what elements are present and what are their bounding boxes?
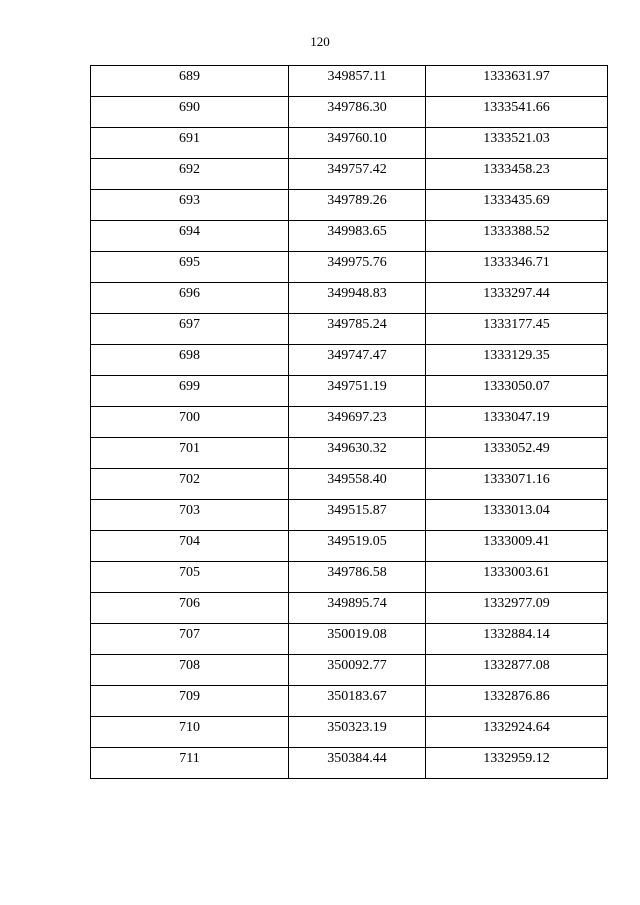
table-row	[91, 500, 608, 531]
x-coordinate-cell: 349895.74	[289, 593, 426, 624]
table-row	[91, 717, 608, 748]
point-id-cell: 694	[91, 221, 289, 252]
y-coordinate-cell: 1333050.07	[426, 376, 608, 407]
y-coordinate-cell: 1332884.14	[426, 624, 608, 655]
x-coordinate-cell: 349786.58	[289, 562, 426, 593]
point-id-cell: 690	[91, 97, 289, 128]
point-id-cell: 699	[91, 376, 289, 407]
x-coordinate-cell: 350092.77	[289, 655, 426, 686]
y-coordinate-cell: 1333541.66	[426, 97, 608, 128]
point-id-cell: 707	[91, 624, 289, 655]
y-coordinate-cell: 1333435.69	[426, 190, 608, 221]
x-coordinate-cell: 349857.11	[289, 66, 426, 97]
point-id-cell: 701	[91, 438, 289, 469]
table-row	[91, 748, 608, 779]
x-coordinate-cell: 349760.10	[289, 128, 426, 159]
x-coordinate-cell: 349789.26	[289, 190, 426, 221]
x-coordinate-cell: 349630.32	[289, 438, 426, 469]
y-coordinate-cell: 1332877.08	[426, 655, 608, 686]
point-id-cell: 692	[91, 159, 289, 190]
x-coordinate-cell: 349515.87	[289, 500, 426, 531]
y-coordinate-cell: 1333177.45	[426, 314, 608, 345]
table-row	[91, 345, 608, 376]
y-coordinate-cell: 1332977.09	[426, 593, 608, 624]
point-id-cell: 693	[91, 190, 289, 221]
point-id-cell: 689	[91, 66, 289, 97]
table-row	[91, 438, 608, 469]
point-id-cell: 695	[91, 252, 289, 283]
point-id-cell: 700	[91, 407, 289, 438]
point-id-cell: 710	[91, 717, 289, 748]
table-row	[91, 66, 608, 97]
y-coordinate-cell: 1333297.44	[426, 283, 608, 314]
x-coordinate-cell: 349785.24	[289, 314, 426, 345]
point-id-cell: 697	[91, 314, 289, 345]
x-coordinate-cell: 349975.76	[289, 252, 426, 283]
point-id-cell: 704	[91, 531, 289, 562]
point-id-cell: 702	[91, 469, 289, 500]
x-coordinate-cell: 349948.83	[289, 283, 426, 314]
point-id-cell: 708	[91, 655, 289, 686]
y-coordinate-cell: 1333631.97	[426, 66, 608, 97]
y-coordinate-cell: 1333013.04	[426, 500, 608, 531]
y-coordinate-cell: 1332959.12	[426, 748, 608, 779]
y-coordinate-cell: 1333129.35	[426, 345, 608, 376]
point-id-cell: 705	[91, 562, 289, 593]
table-row	[91, 221, 608, 252]
y-coordinate-cell: 1332876.86	[426, 686, 608, 717]
point-id-cell: 703	[91, 500, 289, 531]
point-id-cell: 698	[91, 345, 289, 376]
page-number: 120	[310, 34, 330, 49]
x-coordinate-cell: 349786.30	[289, 97, 426, 128]
x-coordinate-cell: 349558.40	[289, 469, 426, 500]
table-row	[91, 97, 608, 128]
table-row	[91, 562, 608, 593]
table-row	[91, 283, 608, 314]
x-coordinate-cell: 349757.42	[289, 159, 426, 190]
table-row	[91, 531, 608, 562]
y-coordinate-cell: 1333003.61	[426, 562, 608, 593]
x-coordinate-cell: 349751.19	[289, 376, 426, 407]
table-body	[91, 66, 608, 779]
table-row	[91, 128, 608, 159]
table-row	[91, 407, 608, 438]
table-row	[91, 314, 608, 345]
point-id-cell: 709	[91, 686, 289, 717]
table-row	[91, 593, 608, 624]
x-coordinate-cell: 350384.44	[289, 748, 426, 779]
table-row	[91, 190, 608, 221]
y-coordinate-cell: 1333009.41	[426, 531, 608, 562]
point-id-cell: 691	[91, 128, 289, 159]
x-coordinate-cell: 349983.65	[289, 221, 426, 252]
table-row	[91, 376, 608, 407]
y-coordinate-cell: 1333047.19	[426, 407, 608, 438]
x-coordinate-cell: 349519.05	[289, 531, 426, 562]
x-coordinate-cell: 350019.08	[289, 624, 426, 655]
y-coordinate-cell: 1333071.16	[426, 469, 608, 500]
table-row	[91, 624, 608, 655]
table-row	[91, 686, 608, 717]
x-coordinate-cell: 350323.19	[289, 717, 426, 748]
x-coordinate-cell: 349747.47	[289, 345, 426, 376]
table-row	[91, 159, 608, 190]
x-coordinate-cell: 349697.23	[289, 407, 426, 438]
y-coordinate-cell: 1333521.03	[426, 128, 608, 159]
table-row	[91, 469, 608, 500]
y-coordinate-cell: 1333388.52	[426, 221, 608, 252]
x-coordinate-cell: 350183.67	[289, 686, 426, 717]
table-row	[91, 252, 608, 283]
coordinates-table	[90, 65, 608, 779]
point-id-cell: 706	[91, 593, 289, 624]
y-coordinate-cell: 1333458.23	[426, 159, 608, 190]
point-id-cell: 711	[91, 748, 289, 779]
point-id-cell: 696	[91, 283, 289, 314]
y-coordinate-cell: 1332924.64	[426, 717, 608, 748]
y-coordinate-cell: 1333346.71	[426, 252, 608, 283]
table-row	[91, 655, 608, 686]
y-coordinate-cell: 1333052.49	[426, 438, 608, 469]
